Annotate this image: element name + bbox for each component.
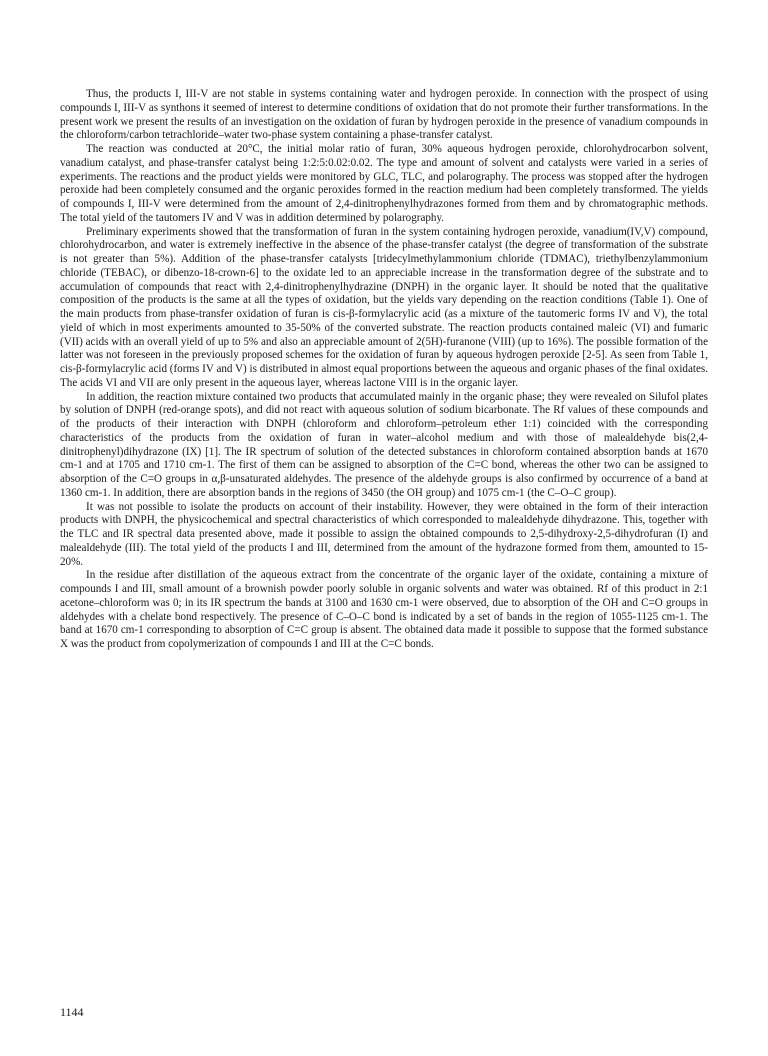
- paragraph-4: In addition, the reaction mixture contained two products that accumulated mainly in the organic phase; they were revealed on Silufol plates by solution of DNPH (red-orange spots), and did not react with aqueous solution of sodium bicarbonate. The Rf values of these compounds and of the products of their interaction with DNPH (chloroform and chloroform–petroleum ether 1:1) coincided with the corresponding characteristics of the products from the oxidation of furan in water–alcohol medium and with those of malealdehyde bis(2,4-dinitrophenyl)dihydrazone (IX) [1]. The IR spectrum of solution of the detected substances in chloroform contained absorption bands at 1670 cm-1 and at 1705 and 1710 cm-1. The first of them can be assigned to absorption of the C=C bond, whereas the other two can be assigned to absorption of the C=O groups in α,β-unsaturated aldehydes. The presence of the aldehyde groups is also confirmed by occurrence of a band at 1360 cm-1. In addition, there are absorption bands in the regions of 3450 (the OH group) and 1075 cm-1 (the C–O–C group).: [60, 390, 708, 499]
- paragraph-2: The reaction was conducted at 20°C, the initial molar ratio of furan, 30% aqueous hydrogen peroxide, chlorohydrocarbon solvent, vanadium catalyst, and phase-transfer catalyst being 1:2:5:0.02:0.02. The type and amount of solvent and catalysts were varied in a series of experiments. The reactions and the product yields were monitored by GLC, TLC, and polarography. The process was stopped after the hydrogen peroxide had been completely consumed and the organic peroxides formed in the reaction medium had been completely transformed. The yields of compounds I, III-V were determined from the amount of 2,4-dinitrophenylhydrazones formed from them and by chromatographic methods. The total yield of the tautomers IV and V was in addition determined by polarography.: [60, 143, 708, 224]
- paragraph-1: Thus, the products I, III-V are not stable in systems containing water and hydrogen peroxide. In connection with the prospect of using compounds I, III-V as synthons it seemed of interest to determine conditions of oxidation that do not promote their further transformations. In the present work we present the results of an investigation on the oxidation of furan by hydrogen peroxide in the presence of vanadium compounds in the chloroform/carbon tetrachloride–water two-phase system containing a phase-transfer catalyst.: [60, 88, 708, 142]
- page-number: 1144: [60, 1005, 84, 1019]
- paragraph-5: It was not possible to isolate the products on account of their instability. However, they were obtained in the form of their interaction products with DNPH, the physicochemical and spectral characteristics of which corresponded to malealdehyde dihydrazone. This, together with the TLC and IR spectral data presented above, made it possible to assign the obtained compounds to 2,5-dihydroxy-2,5-dihydrofuran (I) and malealdehyde (III). The total yield of the products I and III, determined from the amount of the hydrazone formed from them, amounted to 15-20%.: [60, 500, 708, 568]
- paragraph-3: Preliminary experiments showed that the transformation of furan in the system containing hydrogen peroxide, vanadium(IV,V) compound, chlorohydrocarbon, and water is extremely ineffective in the absence of the phase-transfer catalyst (the degree of transformation of the substrate is not greater than 5%). Addition of the phase-transfer catalysts [tridecylmethylammonium chloride (TDMAC), triethylbenzylammonium chloride (TEBAC), or dibenzo-18-crown-6] to the oxidate led to an appreciable increase in the transformation degree of the substrate and to accumulation of compounds that react with 2,4-dinitrophenylhydrazine (DNPH) in the organic layer. It should be noted that the qualitative composition of the products is the same at all the types of oxidation, but the yields vary depending on the reaction conditions (Table 1). One of the main products from phase-transfer oxidation of furan is cis-β-formylacrylic acid (as a mixture of the tautomeric forms IV and V), the total yield of which in most experiments amounted to 35-50% of the converted substrate. The reaction products contained maleic (VI) and fumaric (VII) acids with an overall yield of up to 5% and also an appreciable amount of 2(5H)-furanone (VIII) (up to 16%). The possible formation of the latter was not foreseen in the previously proposed schemes for the oxidation of furan by aqueous hydrogen peroxide [2-5]. As seen from Table 1, cis-β-formylacrylic acid (forms IV and V) is distributed in almost equal proportions between the aqueous and organic phases of the final oxidates. The acids VI and VII are only present in the aqueous layer, whereas lactone VIII is in the organic layer.: [60, 225, 708, 389]
- paragraph-6: In the residue after distillation of the aqueous extract from the concentrate of the organic layer of the oxidate, containing a mixture of compounds I and III, small amount of a brownish powder poorly soluble in organic solvents and water was obtained. Rf of this product in 2:1 acetone–chloroform was 0; in its IR spectrum the bands at 3100 and 1630 cm-1 were observed, due to absorption of the OH and C=O groups in aldehydes with a chelate bond respectively. The presence of C–O–C bond is indicated by a set of bands in the region of 1055-1125 cm-1. The band at 1670 cm-1 corresponding to absorption of C=C group is absent. The obtained data made it possible to suppose that the formed substance X was the product from copolymerization of compounds I and III at the C=C bonds.: [60, 569, 708, 650]
- document-body: [60, 88, 708, 652]
